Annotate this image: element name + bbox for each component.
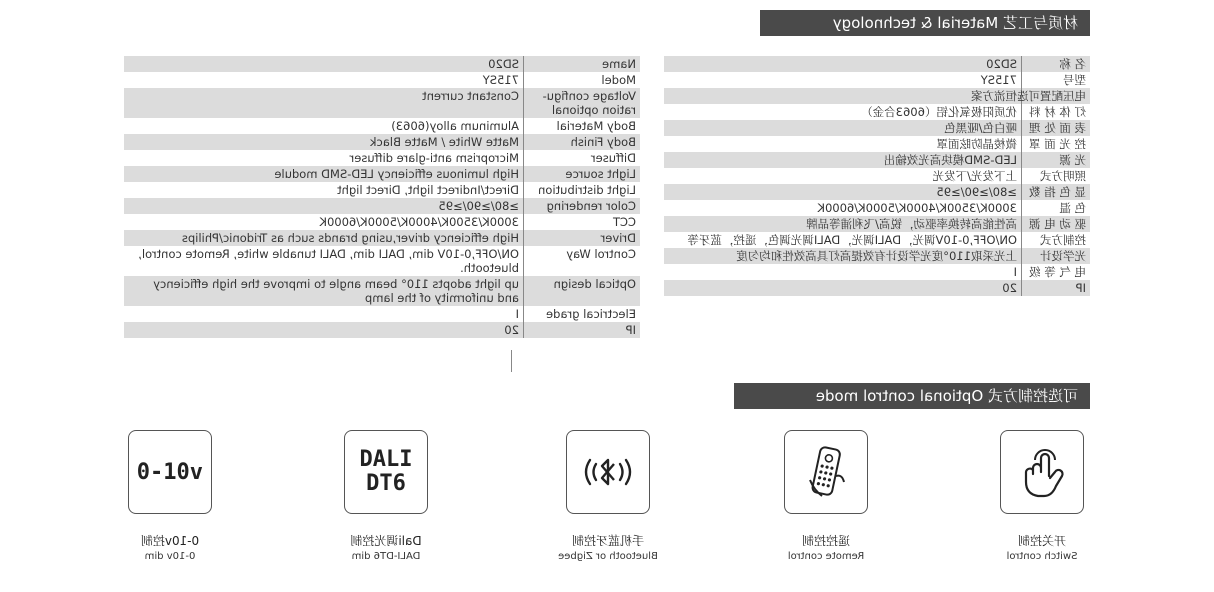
0-10v-control-label-cn: 0-10v控制 — [140, 534, 200, 548]
spec-value: 3000K/3500K/4000K/5000K/6000K — [817, 201, 1017, 215]
bluetooth-icon — [578, 452, 638, 492]
dali-icon: DALI DT6 — [359, 447, 413, 496]
spec-row — [124, 246, 640, 276]
spec-value: ≥80/≥90/≥95 — [664, 184, 1022, 200]
switch-control-icon-box — [1000, 430, 1084, 514]
spec-row — [664, 136, 1090, 152]
spec-row — [124, 88, 640, 118]
spec-row — [124, 322, 640, 338]
spec-value: 哑白色/哑黑色 — [664, 120, 1022, 136]
spec-table-en — [124, 56, 640, 338]
control-section-title: 可选控制方式 Optional control mode — [734, 383, 1090, 409]
spec-key: Electrical grade — [524, 306, 641, 322]
spec-key: Light distribution — [524, 182, 641, 198]
spec-row — [664, 184, 1090, 200]
material-section-title: 材质与工艺 Material & technology — [760, 10, 1090, 36]
spec-value: Direct/Indirect light, Direct light — [337, 183, 519, 197]
spec-key: 色 温 — [1022, 200, 1091, 216]
spec-value: 715SY — [980, 73, 1017, 87]
spec-key: Body Material — [524, 118, 641, 134]
spec-row — [124, 198, 640, 214]
spec-key: Name — [524, 56, 641, 72]
spec-row — [664, 152, 1090, 168]
spec-row — [124, 166, 640, 182]
spec-value: ON/OFF,0-10V dim, DALI dim, DALI tunable white, Remote control, bluetooth. — [138, 247, 519, 275]
spec-key: 光 源 — [1022, 152, 1091, 168]
spec-key: 光学设计 — [1022, 248, 1091, 264]
spec-row — [124, 56, 640, 72]
spec-value: SD20 — [664, 56, 1022, 72]
spec-row — [664, 280, 1090, 296]
spec-key: Color rendering — [524, 198, 641, 214]
spec-key: IP — [524, 322, 641, 338]
spec-row — [664, 104, 1090, 120]
spec-value: Aluminum alloy(6063) — [391, 119, 519, 133]
bluetooth-control-label-cn: 手机蓝牙控制 — [572, 534, 645, 548]
0-10v-control-label-en: 0-10v dim — [144, 551, 196, 562]
spec-value: 20 — [664, 280, 1022, 296]
spec-table-cn — [664, 56, 1090, 296]
spec-key: Diffuser — [524, 150, 641, 166]
spec-key: Optical design — [524, 276, 641, 306]
spec-row — [664, 200, 1090, 216]
spec-row — [124, 118, 640, 134]
hand-pointer-icon — [1019, 446, 1065, 498]
spec-row — [664, 232, 1090, 248]
spec-row — [664, 248, 1090, 264]
spec-value: LED-SMD模块高光效输出 — [664, 152, 1022, 168]
spec-key: Control Way — [524, 246, 641, 276]
spec-value: 恒流方案 — [664, 88, 1022, 104]
spec-key: 电 气 等 级 — [1022, 264, 1091, 280]
spec-key: 显 色 指 数 — [1022, 184, 1091, 200]
spec-value: 3000K/3500K/4000K/5000K/6000K — [319, 215, 519, 229]
spec-key: 型号 — [1022, 72, 1091, 88]
bluetooth-control-label-en: Bluetooth or Zigbee — [558, 551, 658, 562]
spec-value: I — [515, 307, 519, 321]
remote-control-label-cn: 遥控控制 — [802, 534, 851, 548]
spec-value: 微棱晶防眩面罩 — [936, 137, 1017, 151]
spec-key: Driver — [524, 230, 641, 246]
spec-key: Model — [524, 72, 641, 88]
spec-value: Matte White / Matte Black — [124, 134, 524, 150]
spec-row — [124, 230, 640, 246]
spec-value: Constant current — [124, 88, 524, 118]
spec-value: 优质阳极氧化铝（6063合金） — [861, 105, 1017, 119]
spec-value: 20 — [124, 322, 524, 338]
spec-row — [124, 134, 640, 150]
spec-value: Microprism anti-glare diffuser — [349, 151, 519, 165]
remote-control-icon — [802, 444, 850, 500]
spec-value: SD20 — [124, 56, 524, 72]
spec-key: 控制方式 — [1022, 232, 1091, 248]
spec-value: up light adopts 110° beam angle to improve the high efficiency and uniformity of the lamp — [124, 276, 524, 306]
0-10v-icon: 0-10v — [136, 459, 204, 485]
spec-value: 上下发光/下发光 — [932, 169, 1017, 183]
spec-row — [664, 88, 1090, 104]
spec-value: High luminous efficiency LED-SMD module — [124, 166, 524, 182]
table-divider — [511, 350, 512, 372]
spec-row — [124, 214, 640, 230]
spec-row — [664, 168, 1090, 184]
spec-row — [664, 56, 1090, 72]
0-10v-control-icon-box — [128, 430, 212, 514]
spec-row — [664, 72, 1090, 88]
spec-row — [124, 306, 640, 322]
spec-value: 715SY — [482, 73, 519, 87]
switch-control-label-en: Switch control — [1006, 551, 1078, 562]
spec-row — [124, 276, 640, 306]
spec-row — [664, 120, 1090, 136]
spec-key: IP — [1022, 280, 1091, 296]
spec-value: 上光采取110°度光学设计有效提高灯具高效性和均匀度 — [664, 248, 1022, 264]
remote-control-label-en: Remote control — [787, 551, 865, 562]
spec-key: 控 光 面 罩 — [1022, 136, 1091, 152]
spec-key: 表 面 处 理 — [1022, 120, 1091, 136]
spec-key: 驱 动 电 源 — [1022, 216, 1091, 232]
spec-key: Body Finish — [524, 134, 641, 150]
spec-row — [664, 264, 1090, 280]
spec-value: I — [1013, 265, 1017, 279]
bluetooth-control-icon-box — [566, 430, 650, 514]
spec-row — [124, 182, 640, 198]
spec-key: 照明方式 — [1022, 168, 1091, 184]
spec-row — [124, 72, 640, 88]
switch-control-label-cn: 开关控制 — [1018, 534, 1067, 548]
spec-key: 电压配置可选 — [1022, 88, 1091, 104]
spec-value: ON/OFF,0-10V调光，DALI调光，DALI调光调色，遥控，蓝牙等 — [687, 233, 1017, 247]
remote-control-icon-box — [784, 430, 868, 514]
spec-value: 高性能高转换率驱动，锐高/飞利浦等品牌 — [664, 216, 1022, 232]
spec-key: Voltage configu-ration optional — [524, 88, 641, 118]
spec-key: CCT — [524, 214, 641, 230]
spec-value: High efficiency driver,using brands such as Tridonic/Philips — [124, 230, 524, 246]
spec-key: 名 称 — [1022, 56, 1091, 72]
dali-control-label-en: DALI-DT6 dim — [351, 551, 421, 562]
dali-control-icon-box — [344, 430, 428, 514]
dali-control-label-cn: Dali调光控制 — [350, 534, 422, 548]
spec-key: 灯 体 材 料 — [1022, 104, 1091, 120]
spec-row — [664, 216, 1090, 232]
spec-key: Light source — [524, 166, 641, 182]
spec-value: ≥80/≥90/≥95 — [124, 198, 524, 214]
spec-row — [124, 150, 640, 166]
